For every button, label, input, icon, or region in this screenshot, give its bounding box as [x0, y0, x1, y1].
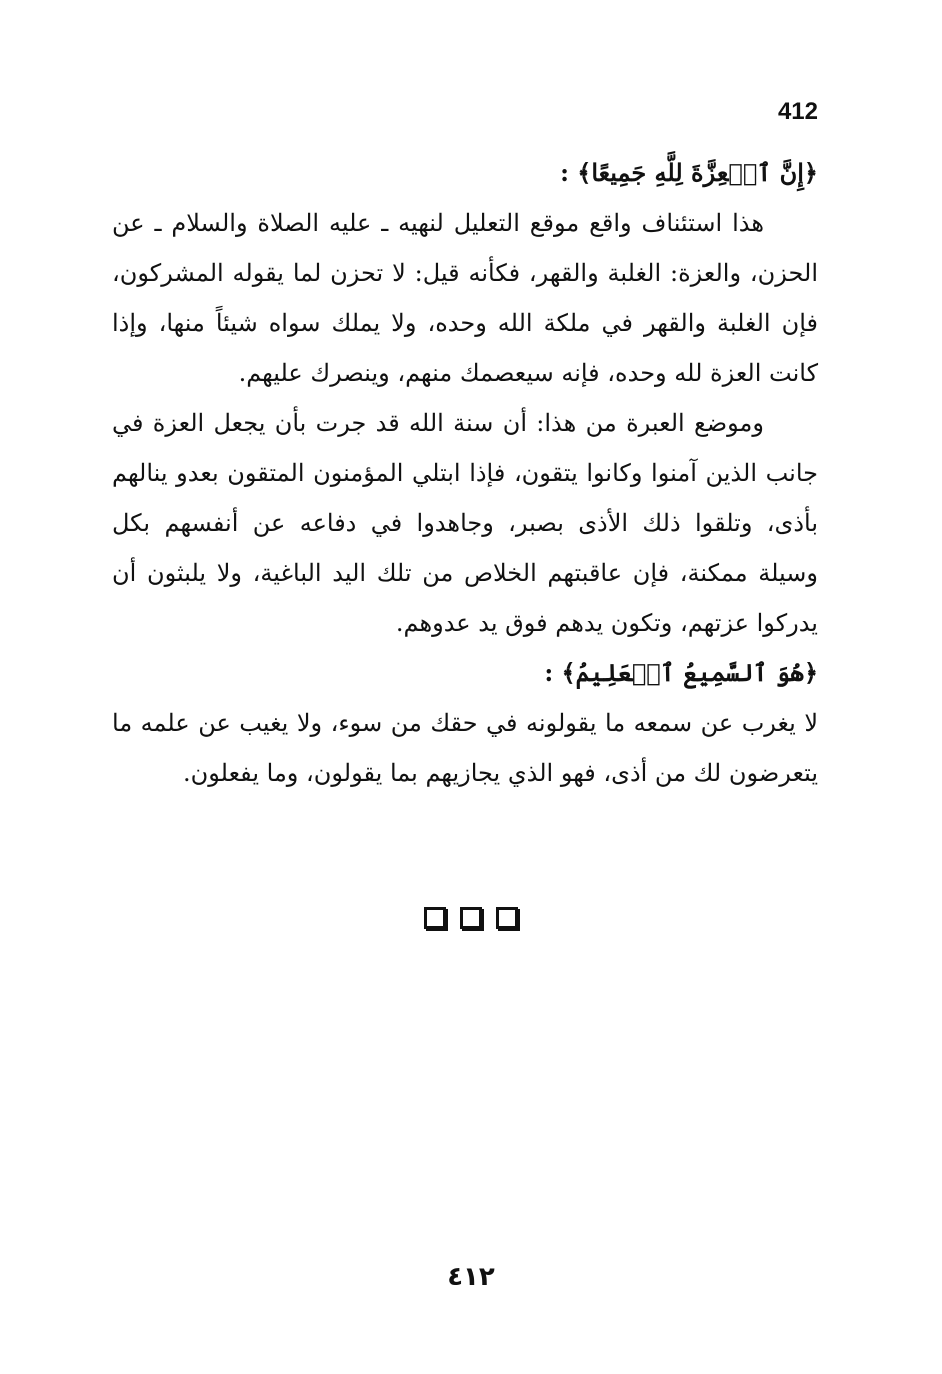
verse-text: ﴿إِنَّ ٱلۡعِزَّةَ لِلَّهِ جَمِيعًا﴾: [577, 158, 818, 187]
verse-heading-1: [112, 148, 818, 198]
commentary-paragraph-3: لا يغرب عن سمعه ما يقولونه في حقك من سوء، ولا يغيب عن علمه ما يتعرضون لك من أذى، فهو الذي يجازيهم بما يقولون، وما يفعلون.: [112, 709, 819, 787]
separator-square-icon: [460, 907, 482, 929]
verse-text: ﴿هُوَ ٱلسَّمِيعُ ٱلۡعَلِيمُ﴾: [561, 658, 818, 687]
verse-heading-2: [112, 648, 818, 698]
page-number-top: 412: [777, 98, 818, 125]
verse-suffix: :: [544, 658, 562, 687]
page-number-bottom: ٤١٢: [447, 1262, 495, 1292]
main-text: [112, 148, 818, 798]
section-separator: [0, 907, 942, 929]
verse-suffix: :: [560, 158, 578, 187]
commentary-paragraph-2: وموضع العبرة من هذا: أن سنة الله قد جرت بأن يجعل العزة في جانب الذين آمنوا وكانوا يتقون، فإذا ابتلي المؤمنون المتقون بعدو ينالهم بأذى، وتلقوا ذلك الأذى بصبر، وجاهدوا في دفاعه عن أنفسهم بكل وسيلة ممكنة، فإن عاقبتهم الخلاص من تلك اليد الباغية، ولا يلبثون أن يدركوا عزتهم، وتكون يدهم فوق يد عدوهم.: [112, 409, 818, 637]
separator-square-icon: [424, 907, 446, 929]
separator-square-icon: [496, 907, 518, 929]
commentary-paragraph-1: هذا استئناف واقع موقع التعليل لنهيه ـ عليه الصلاة والسلام ـ عن الحزن، والعزة: الغلبة والقهر، فكأنه قيل: لا تحزن لما يقوله المشركون، فإن الغلبة والقهر في ملكة الله وحده، ولا يملك سواه شيئاً منها، وإذا كانت العزة لله وحده، فإنه سيعصمك منهم، وينصرك عليهم.: [112, 209, 818, 387]
